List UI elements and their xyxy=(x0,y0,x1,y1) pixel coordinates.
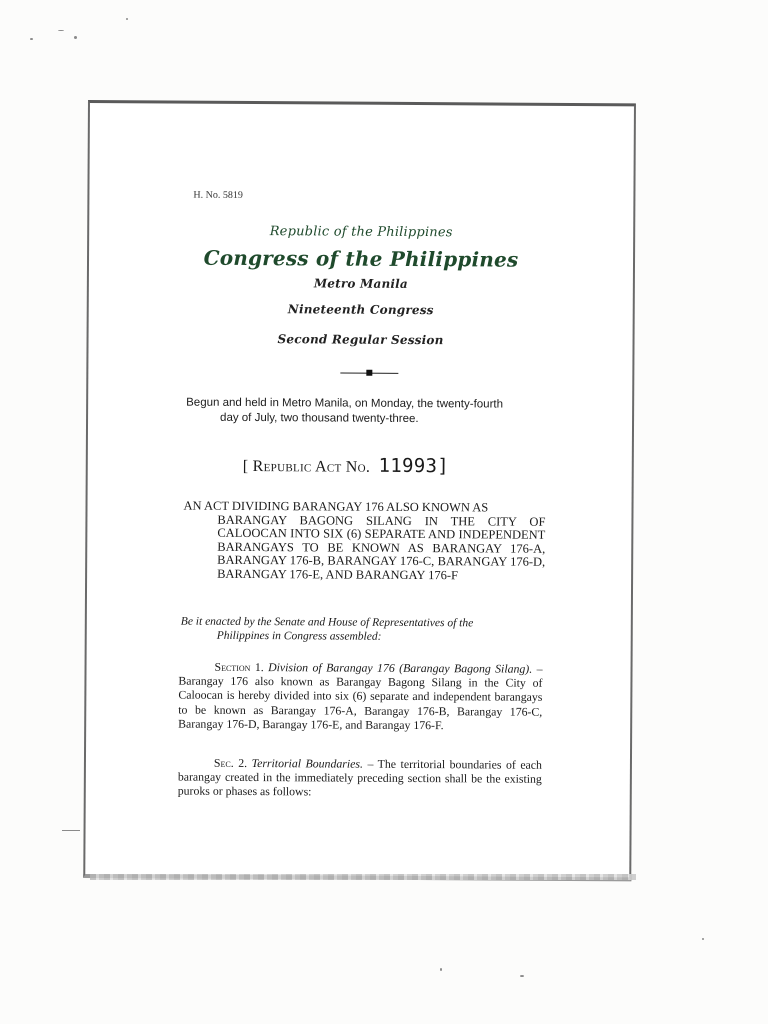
section-2 xyxy=(178,756,542,801)
act-title xyxy=(183,500,545,584)
section-1 xyxy=(178,660,542,733)
divider-ornament xyxy=(366,370,372,376)
enacting-clause xyxy=(181,615,543,645)
scan-speck xyxy=(58,30,64,31)
header-congress-number: Nineteenth Congress xyxy=(287,302,434,318)
scan-speck xyxy=(702,938,704,940)
enacting-line-2: Philippines in Congress assembled: xyxy=(216,629,382,643)
section-2-label: Sec. 2. xyxy=(213,755,248,770)
scan-speck xyxy=(62,830,80,831)
begun-and-held-statement xyxy=(186,396,556,428)
scan-speck xyxy=(520,975,524,977)
header-republic: Republic of the Philippines xyxy=(269,224,453,241)
scan-speck xyxy=(30,38,33,40)
begun-line-2: day of July, two thousand twenty-three. xyxy=(220,411,419,426)
section-1-body: – Barangay 176 also known as Barangay Bagong Silang in the City of Caloocan is hereby divided into six (6) separate and independent barangays to be known as Barangay 176-A, Barangay 176-B, Barangay 176-C, Barangay 176-D, Barangay 176-E, and Barangay 176-F. xyxy=(178,661,543,732)
document-page xyxy=(83,100,636,881)
section-1-label: Section 1. xyxy=(214,659,264,675)
section-1-heading: Division of Barangay 176 (Barangay Bagong Silang). xyxy=(268,660,533,676)
header-location: Metro Manila xyxy=(313,276,408,291)
begun-line-1: Begun and held in Metro Manila, on Monday, the twenty-fourth xyxy=(186,396,504,411)
page-bottom-edge xyxy=(90,874,636,880)
header-session: Second Regular Session xyxy=(277,332,444,348)
republic-act-heading xyxy=(243,454,449,477)
act-title-rest: BARANGAY BAGONG SILANG IN THE CITY OF CALOOCAN INTO SIX (6) SEPARATE AND INDEPENDENT BARANGAYS TO BE KNOWN AS BARANGAY 176-A, BARANGAY 176-B, BARANGAY 176-C, BARANGAY 176-D, BARANGAY 176-E, AND BARANGAY 176-F xyxy=(217,512,546,583)
scan-speck xyxy=(440,968,442,971)
section-2-heading: Territorial Boundaries. xyxy=(251,756,363,771)
scan-speck xyxy=(126,18,128,20)
header-congress: Congress of the Philippines xyxy=(203,245,519,272)
section-2-body: – The territorial boundaries of each barangay created in the immediately preceding section shall be the existing puroks or phases as follows: xyxy=(177,756,543,799)
act-title-first-line: AN ACT DIVIDING BARANGAY 176 ALSO KNOWN AS xyxy=(183,498,489,515)
scan-speck xyxy=(74,36,77,39)
republic-act-label: [ Republic Act No. xyxy=(242,457,371,476)
republic-act-number: 11993] xyxy=(378,454,450,478)
enacting-line-1: Be it enacted by the Senate and House of Representatives of the xyxy=(180,615,474,630)
house-bill-number: H. No. 5819 xyxy=(193,189,243,201)
